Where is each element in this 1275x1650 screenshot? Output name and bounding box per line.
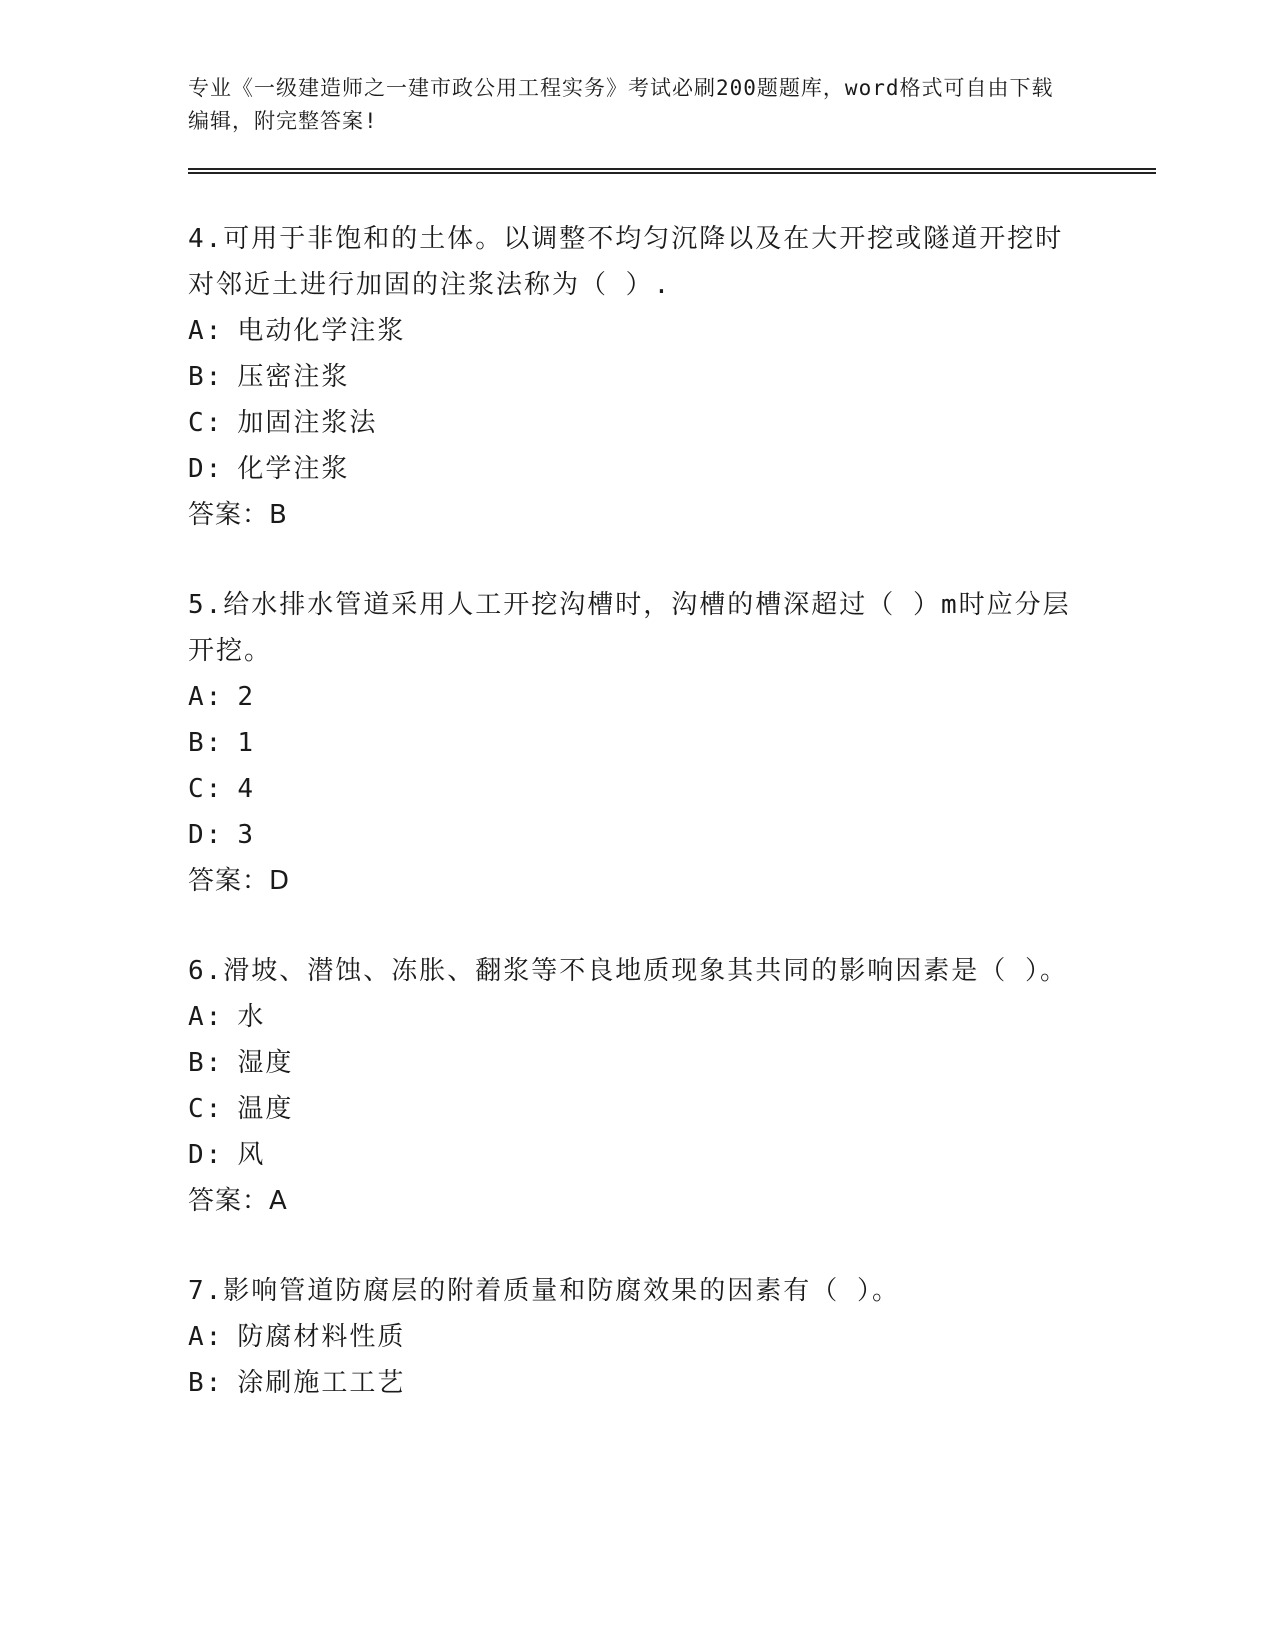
answer-line: 答案：A	[188, 1186, 288, 1216]
option-letter: C:	[188, 408, 224, 438]
option-c	[188, 400, 1148, 446]
option-letter: D:	[188, 820, 224, 850]
option-text: 3	[237, 820, 255, 850]
option-letter: D:	[188, 1140, 224, 1170]
option-text: 电动化学注浆	[237, 316, 406, 346]
question-stem: 4.可用于非饱和的土体。以调整不均匀沉降以及在大开挖或隧道开挖时对邻近土进行加固的注浆法称为（ ）.	[188, 224, 1064, 300]
question-6	[188, 948, 1148, 1224]
option-text: 1	[237, 728, 255, 758]
question-stem: 6.滑坡、潜蚀、冻胀、翻浆等不良地质现象其共同的影响因素是（ ）。	[188, 956, 1068, 986]
option-text: 化学注浆	[237, 454, 350, 484]
option-a	[188, 674, 1148, 720]
option-b	[188, 1040, 1148, 1086]
option-d	[188, 446, 1148, 492]
option-letter: A:	[188, 682, 224, 712]
option-text: 风	[237, 1140, 266, 1170]
question-list	[188, 216, 1148, 1406]
document-page	[188, 72, 1148, 1450]
header-divider	[188, 168, 1156, 174]
option-text: 加固注浆法	[237, 408, 378, 438]
option-text: 防腐材料性质	[237, 1322, 406, 1352]
option-text: 4	[237, 774, 255, 804]
question-stem: 5.给水排水管道采用人工开挖沟槽时，沟槽的槽深超过（ ）m时应分层开挖。	[188, 590, 1071, 666]
option-text: 涂刷施工工艺	[237, 1368, 406, 1398]
option-letter: A:	[188, 1002, 224, 1032]
option-letter: C:	[188, 774, 224, 804]
answer-line: 答案：D	[188, 866, 291, 896]
option-letter: A:	[188, 316, 224, 346]
question-stem: 7.影响管道防腐层的附着质量和防腐效果的因素有（ ）。	[188, 1276, 900, 1306]
question-4	[188, 216, 1148, 538]
answer-line: 答案：B	[188, 500, 288, 530]
question-7	[188, 1268, 1148, 1406]
option-letter: B:	[188, 728, 224, 758]
option-letter: B:	[188, 1048, 224, 1078]
option-letter: D:	[188, 454, 224, 484]
option-a	[188, 308, 1148, 354]
option-text: 水	[237, 1002, 266, 1032]
option-b	[188, 354, 1148, 400]
option-letter: C:	[188, 1094, 224, 1124]
option-text: 2	[237, 682, 255, 712]
option-a	[188, 1314, 1148, 1360]
option-a	[188, 994, 1148, 1040]
option-text: 压密注浆	[237, 362, 350, 392]
option-text: 温度	[237, 1094, 294, 1124]
option-c	[188, 1086, 1148, 1132]
document-description: 专业《一级建造师之一建市政公用工程实务》考试必刷200题题库，word格式可自由下载编辑，附完整答案!	[188, 76, 1054, 133]
option-d	[188, 1132, 1148, 1178]
option-letter: A:	[188, 1322, 224, 1352]
question-5	[188, 582, 1148, 904]
option-b	[188, 1360, 1148, 1406]
option-c	[188, 766, 1148, 812]
option-text: 湿度	[237, 1048, 294, 1078]
option-letter: B:	[188, 362, 224, 392]
option-d	[188, 812, 1148, 858]
option-b	[188, 720, 1148, 766]
option-letter: B:	[188, 1368, 224, 1398]
